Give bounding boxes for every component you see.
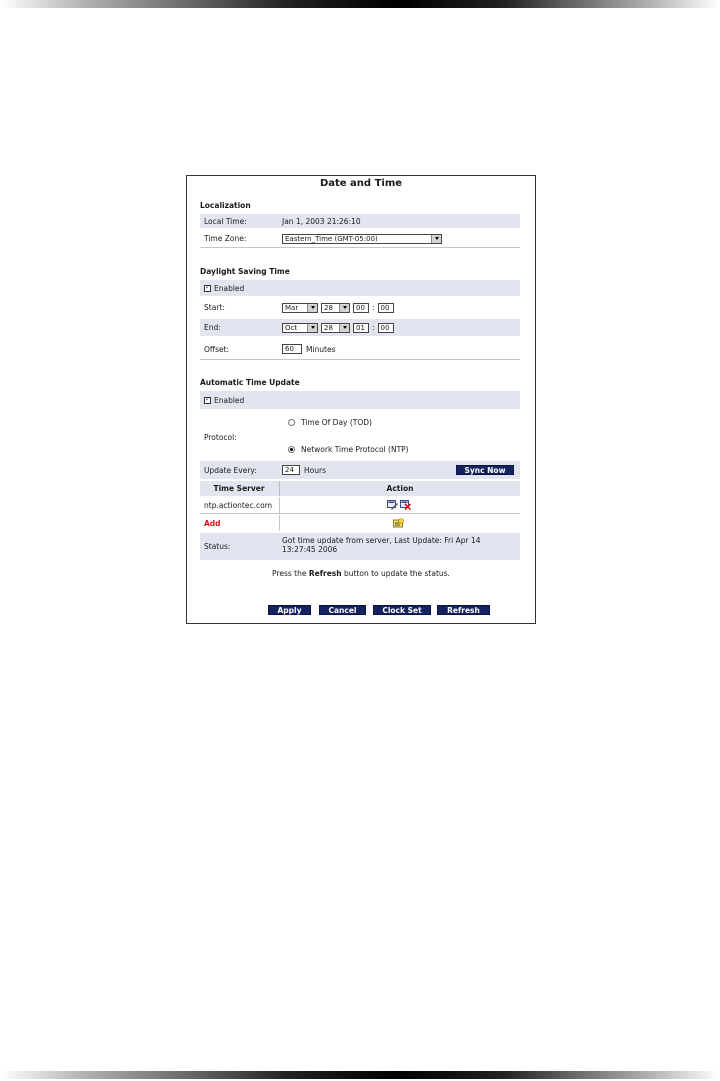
delete-icon[interactable] — [400, 500, 411, 510]
dst-start-row — [200, 300, 520, 315]
atu-enabled-row — [200, 391, 520, 409]
dst-end-hour-input[interactable]: 01 — [353, 323, 369, 333]
edit-icon[interactable] — [387, 500, 398, 510]
server-name: ntp.actiontec.com — [204, 500, 273, 510]
refresh-button[interactable]: Refresh — [437, 605, 490, 615]
time-separator: : — [372, 303, 375, 312]
refresh-note-suffix: button to update the status. — [341, 569, 450, 578]
sync-now-button[interactable]: Sync Now — [456, 465, 514, 475]
chevron-down-icon — [339, 324, 349, 332]
status-line-1: Got time update from server, Last Update: Fri Apr 14 — [282, 536, 481, 545]
date-time-panel — [186, 175, 536, 624]
protocol-option-tod[interactable] — [288, 418, 372, 427]
dst-end-day-select[interactable] — [321, 323, 350, 333]
divider — [200, 247, 520, 248]
dst-start-minute-input[interactable]: 00 — [378, 303, 394, 313]
atu-enabled-label: Enabled — [214, 395, 245, 405]
dst-enabled-row — [200, 280, 520, 296]
update-every-row — [200, 461, 520, 479]
protocol-row — [200, 413, 520, 459]
time-zone-row — [200, 231, 520, 246]
add-server-link[interactable]: Add — [204, 518, 221, 528]
dst-end-minute-input[interactable]: 00 — [378, 323, 394, 333]
dst-end-month-select[interactable] — [282, 323, 318, 333]
update-every-input[interactable]: 24 — [282, 465, 300, 475]
dst-offset-unit: Minutes — [306, 344, 336, 354]
divider — [200, 359, 520, 360]
dst-start-month-value: Mar — [285, 303, 299, 312]
time-zone-selected-value: Eastern_Time (GMT-05:00) — [285, 234, 378, 243]
local-time-label: Local Time: — [204, 216, 247, 226]
local-time-value: Jan 1, 2003 21:26:10 — [282, 216, 361, 226]
new-entry-icon[interactable] — [393, 518, 404, 528]
server-table-header — [200, 481, 520, 496]
column-divider — [279, 515, 280, 531]
update-every-unit: Hours — [304, 465, 326, 475]
dst-offset-input[interactable]: 60 — [282, 344, 302, 354]
protocol-label: Protocol: — [204, 433, 237, 442]
protocol-tod-radio[interactable] — [288, 419, 295, 426]
chevron-down-icon — [431, 235, 441, 243]
column-divider — [279, 497, 280, 513]
protocol-option-ntp[interactable] — [288, 445, 409, 454]
bottom-decorative-bar — [0, 1071, 720, 1079]
atu-enabled-checkbox[interactable]: ✓ — [204, 396, 211, 403]
status-label: Status: — [204, 542, 231, 551]
protocol-ntp-label: Network Time Protocol (NTP) — [301, 445, 409, 454]
refresh-note-bold: Refresh — [308, 569, 342, 578]
col-action: Action — [386, 484, 414, 493]
dst-end-day-value: 28 — [324, 323, 333, 332]
top-decorative-bar — [0, 0, 720, 8]
protocol-ntp-radio[interactable] — [288, 446, 295, 453]
chevron-down-icon — [339, 304, 349, 312]
dst-heading: Daylight Saving Time — [200, 267, 290, 276]
chevron-down-icon — [307, 324, 317, 332]
atu-heading: Automatic Time Update — [200, 378, 300, 387]
refresh-note-prefix: Press the — [272, 569, 309, 578]
time-separator: : — [372, 323, 375, 332]
add-actions — [392, 518, 405, 530]
dst-start-day-select[interactable] — [321, 303, 350, 313]
dst-end-label: End: — [204, 323, 221, 332]
col-time-server: Time Server — [213, 484, 265, 493]
time-zone-select[interactable] — [282, 234, 442, 244]
local-time-row — [200, 214, 520, 228]
clock-set-button[interactable]: Clock Set — [373, 605, 431, 615]
apply-button[interactable]: Apply — [268, 605, 311, 615]
dst-offset-label: Offset: — [204, 344, 230, 354]
dst-end-month-value: Oct — [285, 323, 298, 332]
status-row — [200, 533, 520, 560]
dst-enabled-label: Enabled — [214, 283, 245, 293]
dst-start-hour-input[interactable]: 00 — [353, 303, 369, 313]
update-every-label: Update Every: — [204, 465, 257, 475]
status-line-2: 13:27:45 2006 — [282, 545, 338, 554]
dst-start-day-value: 28 — [324, 303, 333, 312]
cancel-button[interactable]: Cancel — [319, 605, 366, 615]
localization-heading: Localization — [200, 201, 251, 210]
dst-offset-row — [200, 341, 520, 357]
protocol-tod-label: Time Of Day (TOD) — [301, 418, 372, 427]
dst-end-row — [200, 319, 520, 336]
chevron-down-icon — [307, 304, 317, 312]
dst-enabled-checkbox[interactable]: ✓ — [204, 284, 211, 291]
time-zone-label: Time Zone: — [204, 234, 247, 243]
dst-start-month-select[interactable] — [282, 303, 318, 313]
server-row — [200, 497, 520, 514]
refresh-note — [187, 569, 535, 578]
page-title: Date and Time — [319, 178, 403, 189]
dst-start-label: Start: — [204, 303, 225, 312]
server-actions — [386, 500, 412, 510]
add-row — [200, 515, 520, 531]
status-text — [282, 536, 481, 554]
